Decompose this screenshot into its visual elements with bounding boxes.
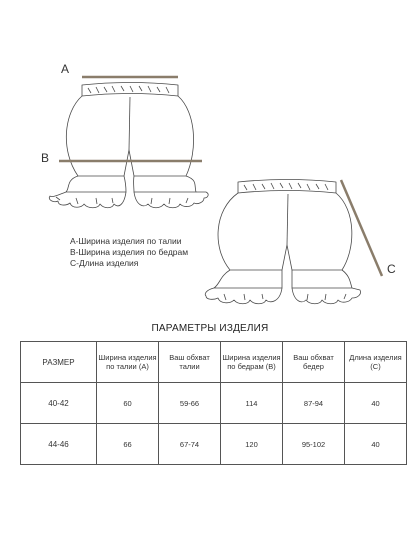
measurement-legend xyxy=(70,236,188,269)
table-row xyxy=(21,424,407,465)
header-length: Длина изделия (С) xyxy=(345,342,407,383)
cell-size: 40-42 xyxy=(21,383,97,424)
cell-hip-width: 120 xyxy=(221,424,283,465)
bloomers-back-sketch xyxy=(205,180,360,304)
cell-your-hips: 95-102 xyxy=(283,424,345,465)
cell-hip-width: 114 xyxy=(221,383,283,424)
cell-length: 40 xyxy=(345,424,407,465)
cell-your-waist: 67-74 xyxy=(159,424,221,465)
header-size: РАЗМЕР xyxy=(21,342,97,383)
legend-item-a: А-Ширина изделия по талии xyxy=(70,236,182,246)
header-your-waist: Ваш обхват талии xyxy=(159,342,221,383)
legend-item-c: С-Длина изделия xyxy=(70,258,139,268)
table-header-row xyxy=(21,342,407,383)
header-waist-width: Ширина изделия по талии (А) xyxy=(97,342,159,383)
cell-your-waist: 59-66 xyxy=(159,383,221,424)
size-table xyxy=(20,341,407,465)
label-b: B xyxy=(41,151,50,165)
header-hip-width: Ширина изделия по бедрам (В) xyxy=(221,342,283,383)
table-title: ПАРАМЕТРЫ ИЗДЕЛИЯ xyxy=(151,323,269,334)
header-your-hips: Ваш обхват бедер xyxy=(283,342,345,383)
label-a: A xyxy=(61,62,70,76)
legend-item-b: В-Ширина изделия по бедрам xyxy=(70,247,189,257)
cell-length: 40 xyxy=(345,383,407,424)
cell-size: 44-46 xyxy=(21,424,97,465)
bloomers-front-sketch xyxy=(49,83,208,208)
measure-line-c xyxy=(341,180,382,276)
label-c: C xyxy=(387,262,396,276)
cell-your-hips: 87-94 xyxy=(283,383,345,424)
cell-waist-width: 66 xyxy=(97,424,159,465)
cell-waist-width: 60 xyxy=(97,383,159,424)
table-row xyxy=(21,383,407,424)
